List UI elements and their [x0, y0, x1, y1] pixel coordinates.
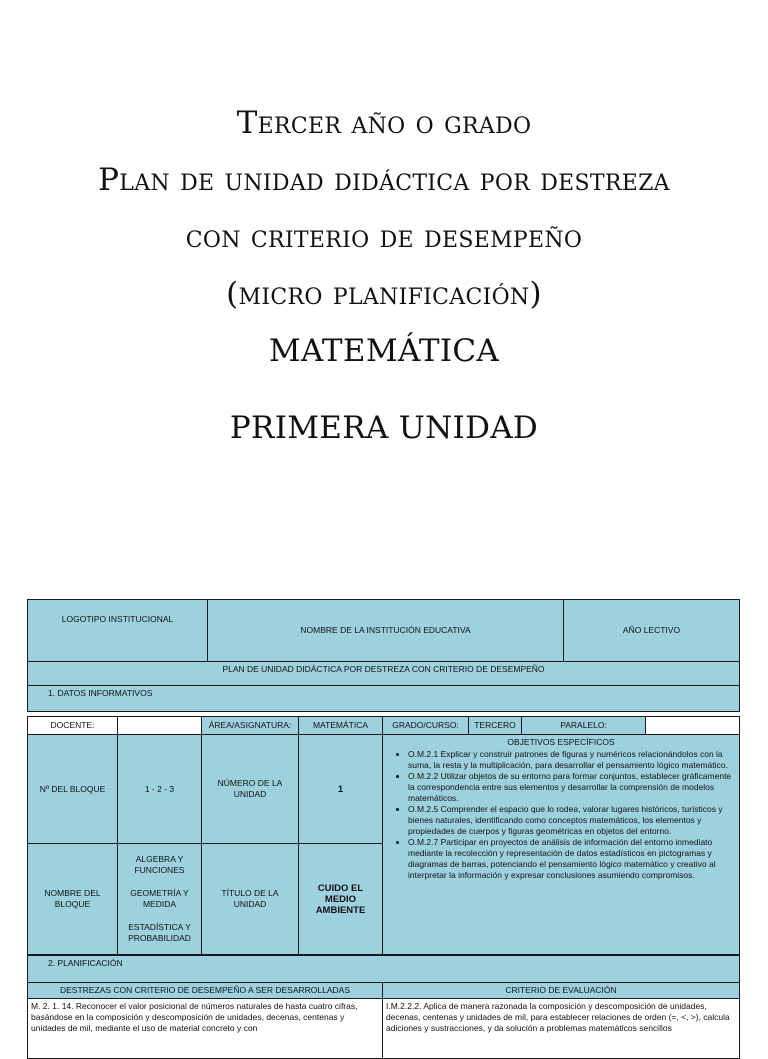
titulo-label-cell: [202, 844, 299, 955]
bloque-name-item: GEOMETRÍA Y MEDIDA: [130, 888, 189, 909]
docente-value-cell: [118, 717, 202, 735]
title-line-plan: Plan de unidad didáctica por destreza: [98, 162, 670, 198]
grado-value: TERCERO: [474, 720, 516, 730]
objetivo-item: • O.M.2.7 Participar en proyectos de análisis de información del entorno inmediato mediante la recolección y representación de datos estadísticos en pictogramas y diagramas de barras, potenciando el pensamiento lógico matemático y creativo al interpretar la información y expresar conclusiones asumiendo compromisos.: [408, 837, 736, 881]
school-year-cell: [564, 600, 740, 662]
title-line-micro: (micro planificación): [226, 276, 542, 312]
institution-name-label: NOMBRE DE LA INSTITUCIÓN EDUCATIVA: [300, 625, 471, 635]
info-table: [27, 716, 740, 955]
bloque-number-value-cell: [118, 735, 202, 844]
titulo-label: TÍTULO DE LA UNIDAD: [221, 888, 279, 909]
objetivos-list: [386, 749, 736, 881]
objetivo-item: • O.M.2.1 Explicar y construir patrones de figuras y numéricos relacionándolos con la suma, la resta y la multiplicación, para desarrollar el pensamiento lógico matemático.: [408, 749, 736, 771]
section-2-label: 2. PLANIFICACIÓN: [48, 958, 123, 968]
plan-title-cell: [28, 662, 740, 686]
plan-title-label: PLAN DE UNIDAD DIDÁCTICA POR DESTREZA CON CRITERIO DE DESEMPEÑO: [222, 664, 545, 674]
title-line-grade: Tercer año o grado: [236, 105, 532, 141]
bloque-name-item: ALGEBRA Y FUNCIONES: [134, 854, 185, 875]
paralelo-label-cell: [522, 717, 646, 735]
header-table: [27, 599, 740, 712]
area-value-cell: [299, 717, 383, 735]
section-planificacion: [28, 956, 740, 983]
bloque-name-label-cell: [28, 844, 118, 955]
titulo-value: CUIDO EL MEDIO AMBIENTE: [315, 882, 366, 916]
school-year-label: AÑO LECTIVO: [622, 625, 681, 635]
objetivos-header: OBJETIVOS ESPECÍFICOS: [507, 737, 615, 747]
docente-label: DOCENTE:: [50, 720, 95, 730]
objetivo-item: • O.M.2.5 Comprender el espacio que lo rodea, valorar lugares históricos, turísticos y bienes naturales, identificando como conceptos matemáticos, los elementos y propiedades de cuerpos y figuras geométricas en objetos del entorno.: [408, 804, 736, 837]
destrezas-header: DESTREZAS CON CRITERIO DE DESEMPEÑO A SER DESARROLLADAS: [59, 985, 350, 995]
logo-label: LOGOTIPO INSTITUCIONAL: [61, 614, 174, 624]
unidad-number-label-cell: [202, 735, 299, 844]
criterio-text: I.M.2.2.2. Aplica de manera razonada la composición y descomposición de unidades, decenas, centenas y unidades de mil, para establecer relaciones de orden (=, <, >), calcula adiciones y sustracciones, y da solución a problemas matemáticos sencillos: [386, 1001, 730, 1033]
title-line-subject: MATEMÁTICA: [268, 333, 500, 369]
grado-label-cell: [383, 717, 469, 735]
objetivos-cell: [383, 735, 740, 955]
destreza-cell: [28, 999, 383, 1059]
grado-value-cell: [469, 717, 522, 735]
logo-cell: [28, 600, 208, 662]
bloque-name-item: ESTADÍSTICA Y PROBABILIDAD: [128, 922, 191, 943]
objetivo-item: • O.M.2.2 Utilizar objetos de su entorno para formar conjuntos, establecer gráficamente la correspondencia entre sus elementos y desarrollar la comprensión de modelos matemáticos.: [408, 771, 736, 804]
area-label-cell: [202, 717, 299, 735]
destrezas-header-cell: [28, 983, 383, 999]
title-line-criteria: con criterio de desempeño: [185, 219, 583, 255]
bloque-names-cell: [118, 844, 202, 955]
area-label: ÁREA/ASIGNATURA:: [208, 720, 292, 730]
criterio-header-cell: [383, 983, 740, 999]
bloque-number-label-cell: [28, 735, 118, 844]
docente-label-cell: [28, 717, 118, 735]
unidad-number-label: NÚMERO DE LA UNIDAD: [217, 778, 283, 799]
bloque-number-value: 1 - 2 - 3: [144, 783, 175, 794]
paralelo-label: PARALELO:: [560, 720, 607, 730]
section-1-label: 1. DATOS INFORMATIVOS: [48, 688, 153, 698]
criterio-cell: [383, 999, 740, 1059]
titulo-value-cell: [299, 844, 383, 955]
destreza-text: M. 2. 1. 14. Reconocer el valor posicional de números naturales de hasta cuatro cifras, basándose en la composición y descomposición de unidades, decenas, centenas y unidades de mil, mediante el uso de material concreto y con: [31, 1001, 358, 1033]
institution-name-cell: [208, 600, 564, 662]
unidad-number-value-cell: [299, 735, 383, 844]
paralelo-value-cell: [646, 717, 740, 735]
bloque-number-label: Nº DEL BLOQUE: [39, 783, 106, 794]
unidad-number-value: 1: [337, 783, 344, 795]
bloque-name-label: NOMBRE DEL BLOQUE: [44, 888, 101, 909]
grado-label: GRADO/CURSO:: [392, 720, 459, 730]
planning-table: [27, 955, 740, 1059]
title-line-unit: PRIMERA UNIDAD: [229, 410, 539, 446]
section-datos-informativos: [28, 686, 740, 712]
area-value: MATEMÁTICA: [312, 720, 369, 730]
criterio-header: CRITERIO DE EVALUACIÓN: [505, 985, 617, 995]
document-title: [0, 95, 768, 457]
